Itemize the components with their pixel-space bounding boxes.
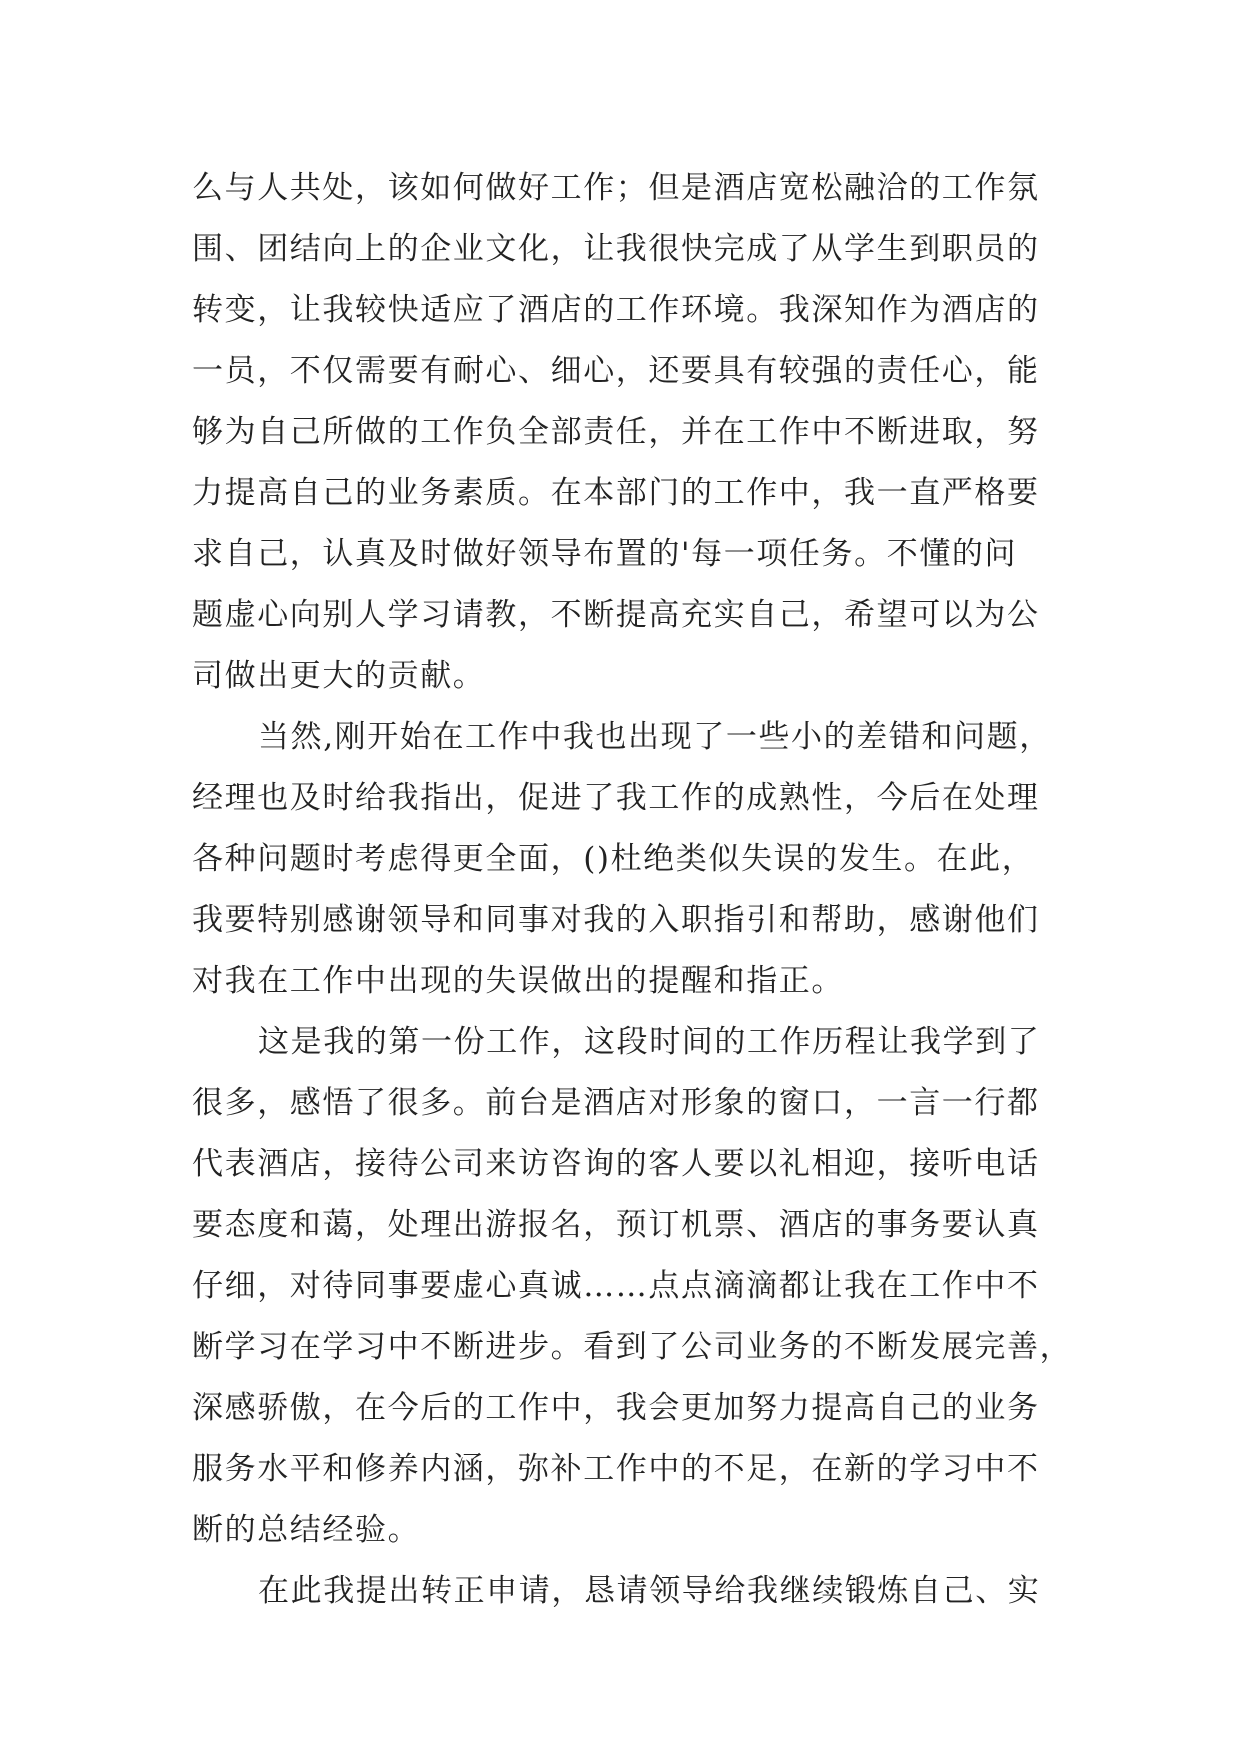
paragraph-line: 断的总结经验。	[192, 1512, 421, 1548]
paragraph-line: 断学习在学习中不断进步。看到了公司业务的不断发展完善，	[192, 1329, 1073, 1365]
paragraph-line: 深感骄傲，在今后的工作中，我会更加努力提高自己的业务	[192, 1390, 1040, 1426]
paragraph-line: 么与人共处，该如何做好工作；但是酒店宽松融洽的工作氛	[192, 170, 1040, 206]
paragraph-first-line: 在此我提出转正申请，恳请领导给我继续锻炼自己、实	[258, 1573, 1041, 1609]
paragraph-first-line: 当然,刚开始在工作中我也出现了一些小的差错和问题，	[258, 719, 1052, 755]
paragraph-line: 服务水平和修养内涵，弥补工作中的不足，在新的学习中不	[192, 1451, 1040, 1487]
paragraph-line: 对我在工作中出现的失误做出的提醒和指正。	[192, 963, 844, 999]
paragraph-line: 经理也及时给我指出，促进了我工作的成熟性，今后在处理	[192, 780, 1040, 816]
paragraph-line: 各种问题时考虑得更全面，()杜绝类似失误的发生。在此，	[192, 841, 1035, 877]
paragraph-line: 题虚心向别人学习请教，不断提高充实自己，希望可以为公	[192, 597, 1040, 633]
paragraph-line: 司做出更大的贡献。	[192, 658, 486, 694]
paragraph-line: 我要特别感谢领导和同事对我的入职指引和帮助，感谢他们	[192, 902, 1040, 938]
document-body	[192, 158, 1073, 1622]
paragraph-line: 仔细，对待同事要虚心真诚……点点滴滴都让我在工作中不	[192, 1268, 1040, 1304]
paragraph-line: 围、团结向上的企业文化，让我很快完成了从学生到职员的	[192, 231, 1040, 267]
paragraph-line: 一员，不仅需要有耐心、细心，还要具有较强的责任心，能	[192, 353, 1040, 389]
paragraph-line: 很多，感悟了很多。前台是酒店对形象的窗口，一言一行都	[192, 1085, 1040, 1121]
paragraph-line: 求自己，认真及时做好领导布置的'每一项任务。不懂的问	[192, 536, 1018, 572]
paragraph-line: 力提高自己的业务素质。在本部门的工作中，我一直严格要	[192, 475, 1040, 511]
paragraph-line: 要态度和蔼，处理出游报名，预订机票、酒店的事务要认真	[192, 1207, 1040, 1243]
paragraph-line: 转变，让我较快适应了酒店的工作环境。我深知作为酒店的	[192, 292, 1040, 328]
paragraph-line: 够为自己所做的工作负全部责任，并在工作中不断进取，努	[192, 414, 1040, 450]
paragraph-first-line: 这是我的第一份工作，这段时间的工作历程让我学到了	[258, 1024, 1041, 1060]
paragraph-line: 代表酒店，接待公司来访咨询的客人要以礼相迎，接听电话	[192, 1146, 1040, 1182]
